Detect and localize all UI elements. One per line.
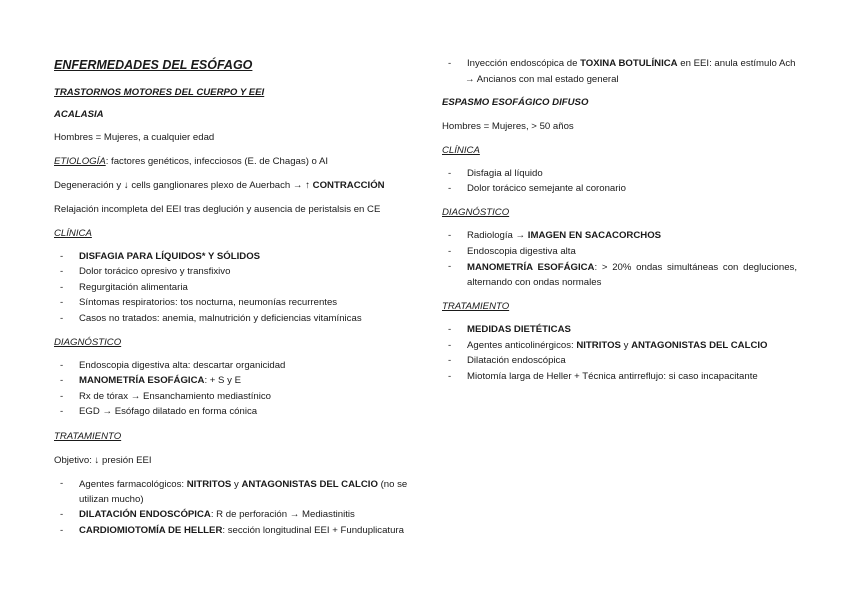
clinica-heading: CLÍNICA — [442, 145, 480, 156]
etiology-line — [54, 156, 328, 167]
tratamiento-heading: TRATAMIENTO — [442, 301, 510, 312]
relaxation-line: Relajación incompleta del EEI tras deglución y ausencia de peristalsis en CE — [54, 204, 381, 215]
clinica-heading: CLÍNICA — [54, 228, 92, 239]
treatment-objective: Objetivo: ↓ presión EEI — [54, 455, 152, 466]
etiology-text: : factores genéticos, infecciosos (E. de Chagas) o AI — [105, 156, 329, 167]
acalasia-epidemiology: Hombres = Mujeres, a cualquier edad — [54, 132, 215, 143]
document-title: ENFERMEDADES DEL ESÓFAGO — [54, 58, 253, 72]
degeneration-line — [54, 180, 385, 191]
diagnostico-heading: DIAGNÓSTICO — [442, 207, 510, 218]
tratamiento-heading: TRATAMIENTO — [54, 431, 122, 442]
toxina-indication: → Ancianos con mal estado general — [465, 74, 619, 85]
document-page: ENFERMEDADES DEL ESÓFAGO TRASTORNOS MOTORES DEL CUERPO Y EEI ACALASIA Hombres = Mujeres, a cualquier edad ETIOLOGÍA: factores genéticos, infecciosos (E. de Chagas) o AI Degeneración y ↓ cells ganglionares plexo de Auerbach → ↑ CONTRACCIÓN Relajación incompleta del EEI tras deglución y ausencia de peristalsis en CE CLÍNICA - DISFAGIA PARA LÍQUIDOS* Y SÓLIDOS - Dolor torácico opresivo y transfixivo - Regurgitación alimentaria - Síntomas respiratorios: tos nocturna, neumonías recurrentes - Casos no tratados: anemia, malnutrición y deficiencias vitamínicas DIAGNÓSTICO - Endoscopia digestiva alta: descartar organicidad - MANOMETRÍA ESOFÁGICA: + S y E - Rx de tórax → Ensanchamiento mediastínico - EGD → Esófago dilatado en forma cónica TRATAMIENTO Objetivo: ↓ presión EEI - Agentes farmacológicos: NITRITOS y ANTAGONISTAS DEL CALCIO (no se utilizan mucho) - DILATACIÓN ENDOSCÓPICA: R de perforación → Mediastinitis - CARDIOMIOTOMÍA DE HELLER: sección longitudinal EEI + Funduplicatura - Inyección endoscópica de TOXINA BOTULÍNICA en EEI: anula estímulo Ach → Ancianos con mal estado general ESPASMO ESOFÁGICO DIFUSO Hombres = Mujeres, > 50 años CLÍNICA - Disfagia al líquido - Dolor torácico semejante al coronario DIAGNÓSTICO - Radiología → IMAGEN EN SACACORCHOS - Endoscopia digestiva alta - MANOMETRÍA ESOFÁGICA: > 20% ondas simultáneas con degluciones, alternando con ondas normales TRATAMIENTO - MEDIDAS DIETÉTICAS - Agentes anticolinérgicos: NITRITOS y ANTAGONISTAS DEL CALCIO - Dilatación endoscópica - Miotomía larga de Heller + Técnica antirreflujo: si caso incapacitante — [54, 58, 797, 536]
espasmo-heading: ESPASMO ESOFÁGICO DIFUSO — [442, 97, 589, 108]
degeneration-bold: ↑ CONTRACCIÓN — [305, 180, 385, 191]
acalasia-heading: ACALASIA — [54, 109, 104, 120]
diagnostico-heading: DIAGNÓSTICO — [54, 337, 122, 348]
section-heading: TRASTORNOS MOTORES DEL CUERPO Y EEI — [54, 87, 265, 98]
espasmo-epidemiology: Hombres = Mujeres, > 50 años — [442, 121, 574, 132]
etiology-label: ETIOLOGÍA — [54, 156, 106, 167]
degeneration-text: Degeneración y ↓ cells ganglionares plexo de Auerbach → — [54, 180, 306, 191]
